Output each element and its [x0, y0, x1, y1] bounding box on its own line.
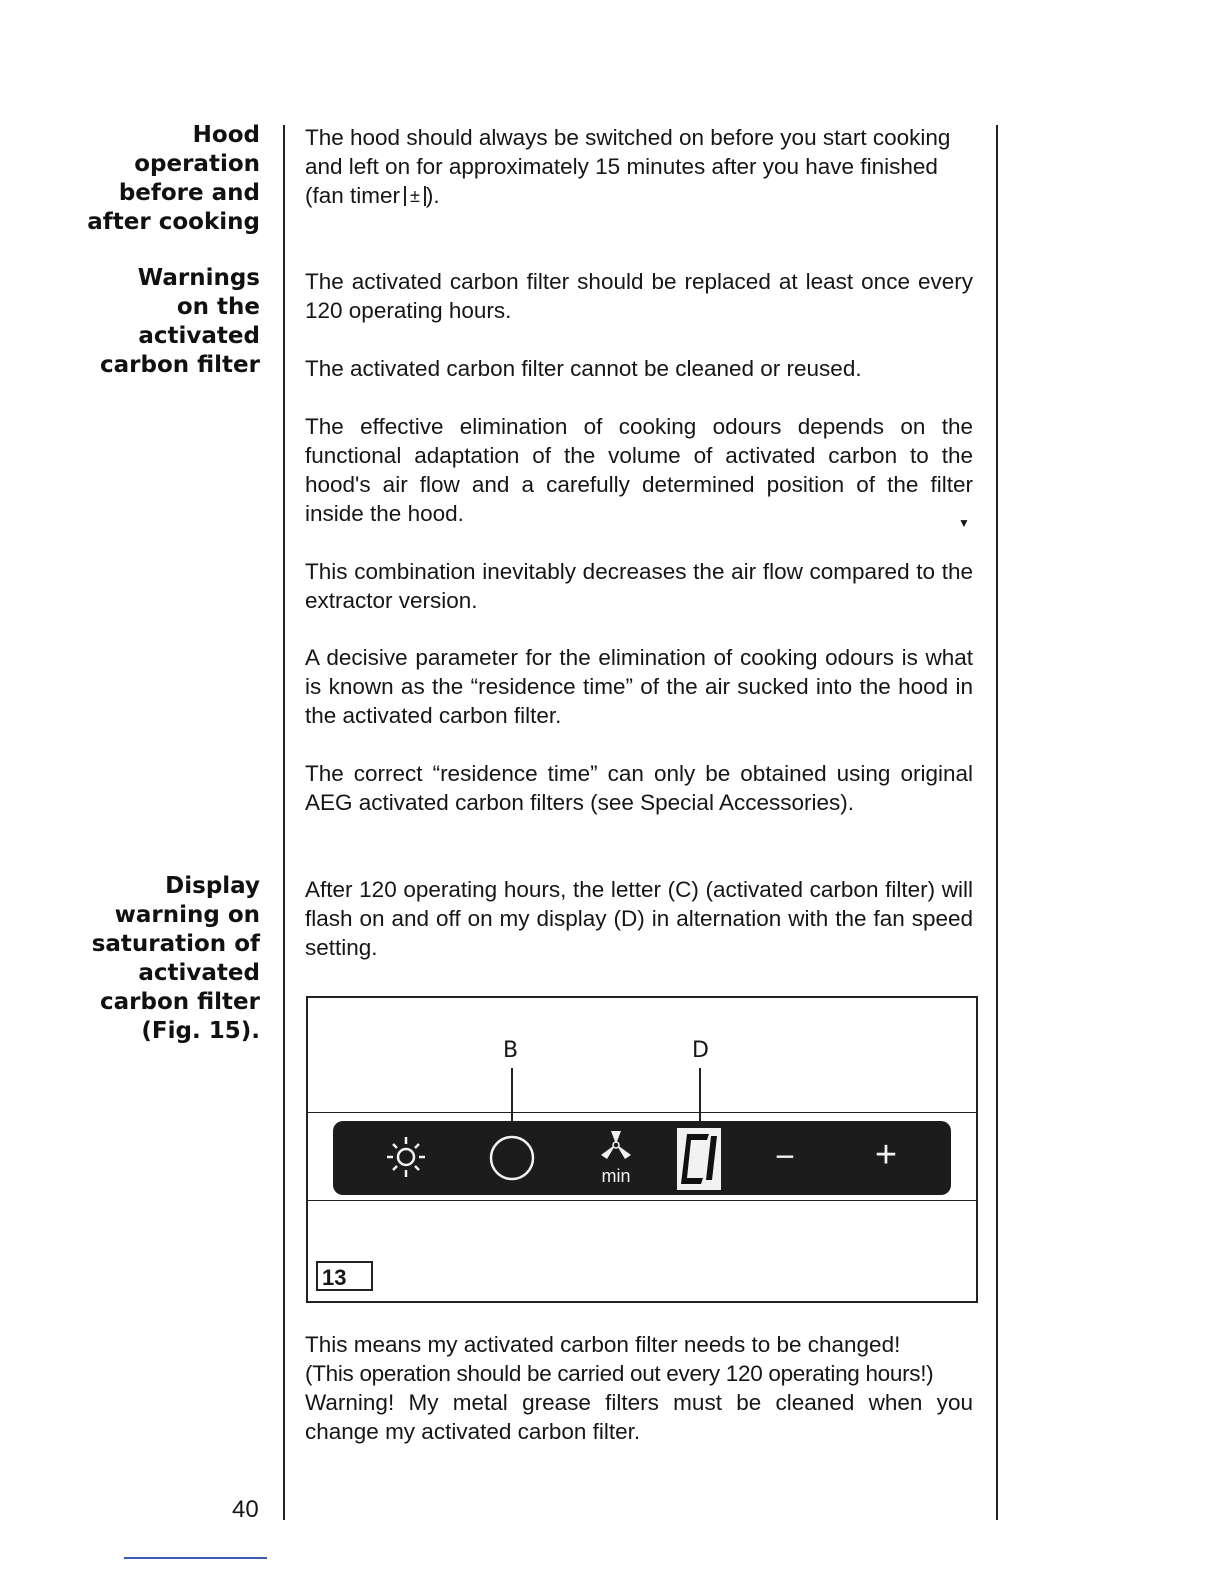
paragraph-original-filters: The correct “residence time” can only be obtained using original AEG activated carbon filters (see Special Accessories). [305, 761, 973, 815]
heading-warnings [40, 264, 260, 380]
page-number: 40 [232, 1496, 259, 1523]
control-panel-figure [306, 996, 978, 1303]
control-panel [333, 1121, 951, 1195]
circle-button-icon [488, 1134, 536, 1182]
light-button[interactable] [381, 1133, 431, 1183]
figure-number: 13 [316, 1261, 373, 1291]
paragraph-effective-elimination: The effective elimination of cooking odours depends on the functional adaptation of the volume of activated carbon to the hood's air flow and a carefully determined position of the filter inside the hood. [305, 414, 973, 526]
on-off-button[interactable] [488, 1134, 536, 1182]
paragraph-replace-filter: The activated carbon filter should be replaced at least once every 120 operating hours. [305, 269, 973, 323]
display-c-digit [677, 1128, 721, 1190]
heading-display-warning [40, 872, 260, 1046]
heading-hood-operation [40, 121, 260, 237]
fan-timer-button[interactable] [591, 1129, 641, 1187]
margin-mark-icon: ▼ [958, 516, 970, 530]
heading-line: after cooking [87, 209, 260, 235]
heading-line: (Fig. 15). [141, 1018, 260, 1044]
heading-line: Warnings [137, 265, 260, 291]
fan-icon [591, 1129, 641, 1159]
paragraph-line: This means my activated carbon filter needs to be changed! [305, 1332, 901, 1357]
paragraph-change-filter [305, 1330, 973, 1446]
right-margin-rule [996, 125, 998, 1520]
heading-line: Hood [192, 122, 260, 148]
heading-line: operation [134, 151, 260, 177]
minus-button[interactable]: − [775, 1138, 795, 1176]
paragraph-line: (This operation should be carried out every 120 operating hours!) [305, 1361, 934, 1386]
label-b: B [503, 1038, 519, 1063]
paragraph-hood-operation [305, 123, 973, 210]
paragraph-text: The hood should always be switched on before you start cooking and left on for approximately 15 minutes after you have finished (fan timer [305, 125, 951, 208]
fan-min-label: min [601, 1166, 631, 1186]
heading-line: warning on [114, 902, 260, 928]
heading-line: before and [118, 180, 260, 206]
label-d: D [692, 1038, 709, 1063]
panel-edge-bottom [308, 1200, 976, 1201]
paragraph-display-warning: After 120 operating hours, the letter (C) (activated carbon filter) will flash on and off on my display (D) in alternation with the fan speed setting. [305, 877, 973, 960]
leader-line-b [511, 1068, 513, 1126]
paragraph-not-reusable: The activated carbon filter cannot be cleaned or reused. [305, 356, 862, 381]
heading-line: on the [176, 294, 260, 320]
heading-line: activated [138, 323, 260, 349]
paragraph-residence-time: A decisive parameter for the elimination of cooking odours is what is known as the “residence time” of the air sucked into the hood in the activated carbon filter. [305, 645, 973, 728]
plus-button[interactable]: + [874, 1134, 898, 1176]
heading-line: saturation of [91, 931, 260, 957]
display-d [677, 1128, 721, 1190]
heading-line: carbon filter [99, 989, 260, 1015]
heading-line: activated [138, 960, 260, 986]
paragraph-text: ). [425, 183, 440, 208]
footer-rule [124, 1557, 267, 1559]
heading-line: Display [165, 873, 260, 899]
leader-line-d [699, 1068, 701, 1126]
light-bulb-icon [381, 1133, 431, 1183]
left-column-rule [283, 125, 285, 1520]
paragraph-line: Warning! My metal grease filters must be cleaned when you change my activated carbon filter. [305, 1390, 973, 1444]
heading-line: carbon filter [99, 352, 260, 378]
panel-edge-top [308, 1112, 976, 1113]
fan-timer-icon: ± [404, 186, 426, 206]
paragraph-combination: This combination inevitably decreases the air flow compared to the extractor version. [305, 559, 973, 613]
